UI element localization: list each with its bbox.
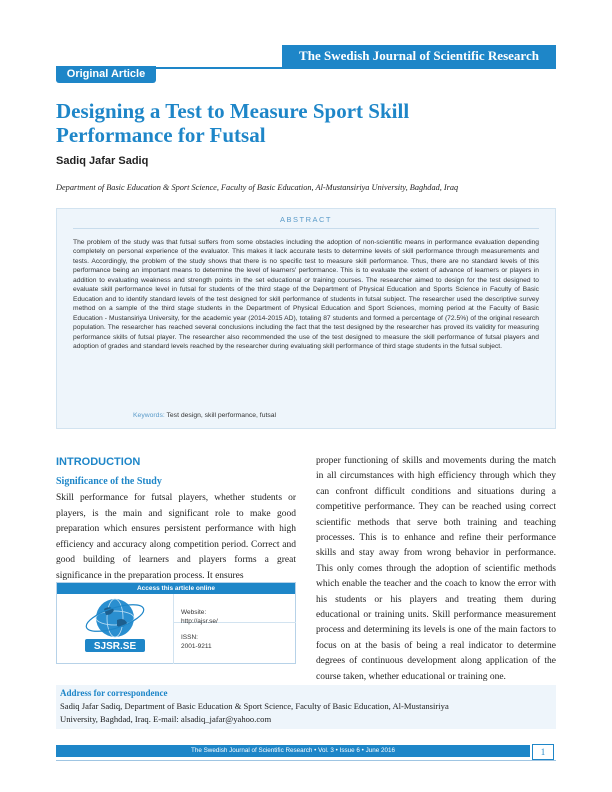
website-label: Website: bbox=[181, 609, 207, 616]
issn-value: 2001-9211 bbox=[181, 643, 212, 650]
journal-logo-globe-icon bbox=[77, 596, 153, 654]
access-online-box bbox=[56, 582, 296, 664]
article-type-badge: Original Article bbox=[56, 66, 156, 83]
keywords bbox=[133, 412, 276, 419]
correspondence-text bbox=[60, 700, 550, 726]
introduction-heading: INTRODUCTION bbox=[56, 456, 141, 468]
author-affiliation: Department of Basic Education & Sport Science, Faculty of Basic Education, Al-Mustansiriya University, Baghdad, Iraq bbox=[56, 183, 459, 192]
footer-rule bbox=[56, 760, 556, 761]
page-number: 1 bbox=[532, 744, 554, 760]
abstract-heading: ABSTRACT bbox=[279, 215, 332, 224]
title-line-1: Designing a Test to Measure Sport Skill bbox=[56, 99, 410, 123]
abstract-rule bbox=[73, 228, 539, 229]
keywords-list: Test design, skill performance, futsal bbox=[166, 412, 277, 419]
website-link[interactable]: http://ajsr.se/ bbox=[181, 618, 218, 625]
access-heading: Access this article online bbox=[57, 583, 295, 594]
correspondence-box bbox=[56, 685, 556, 729]
footer-journal-info: The Swedish Journal of Scientific Research • Vol. 3 • Issue 6 • June 2016 bbox=[56, 745, 530, 757]
issn-info bbox=[181, 633, 212, 651]
intro-paragraph-right: proper functioning of skills and movements during the match in all circumstances with high efficiency through which they can confront difficult conditions and situations during a competitive performance. They can be reached using correct scientific methods that serve both training and teaching processes. This is to enhance and refine their performance skills and stay away from wrong behavior in performance. This only comes through the adoption of scientific methods which enable the teacher and the coach to know the error with his students or his players and treating them during educational or training units. Skill performance measurement process and determining its levels is one of the main factors to focus on at the basis of being a real indicator to determine degrees of continuous development along application of the course taken, whether educational or training one. bbox=[316, 456, 556, 682]
article-title bbox=[56, 99, 536, 147]
title-line-2: Performance for Futsal bbox=[56, 123, 266, 147]
abstract-box bbox=[56, 208, 556, 429]
website-info bbox=[181, 608, 218, 626]
keywords-label: Keywords: bbox=[133, 412, 165, 419]
author-name: Sadiq Jafar Sadiq bbox=[56, 155, 149, 167]
correspondence-line-2: University, Baghdad, Iraq. E-mail: alsadiq_jafar@yahoo.com bbox=[60, 714, 272, 724]
access-divider-vertical bbox=[173, 594, 174, 664]
intro-paragraph-left: Skill performance for futsal players, whether students or players, is the main and significant role to make good preparation which ensures persistent performance with high efficiency and accuracy along competition period. Correct and good building of learners and players forms a great significance in the preparation process. It ensures bbox=[56, 493, 296, 581]
significance-heading: Significance of the Study bbox=[56, 476, 162, 487]
issn-label: ISSN: bbox=[181, 634, 198, 641]
correspondence-line-1: Sadiq Jafar Sadiq, Department of Basic Education & Sport Science, Faculty of Basic Education, Al-Mustansiriya bbox=[60, 701, 449, 711]
abstract-text: The problem of the study was that futsal suffers from some obstacles including the adoption of non-scientific means in performance evaluation depending completely on personal experience of the evaluator. This makes it lack accurate tests to determine levels of skill performance through measurements and tests. Accordingly, the problem of the study shows that there is no specific test to measure skill performance. Thus, there are no standard levels of this performance being an important means to determine the level of learners' performance. This is to evaluate the extent of advance of learners or players in addition to evaluating weakness and strength points in the set educational or training courses. The researcher aimed to design for the test designed to evaluate skill performance level in futsal for students of the third stage of the Department of Physical Education and Sports Science in Faculty of Basic Education and to identify standard levels of the test designed for skill performance of students in futsal subject. The researcher used the descriptive survey method on a sample of the third stage students in the Department of Physical Education and Sport Sciences, morning period at the Faculty of Basic Education - Mustansiriya University, for the academic year (2014-2015 AD), totaling 87 students and formed a percentage of (72.5%) of the original research population. The researcher has reached several conclusions including the fact that the test designed by the researcher has proved its validity for measuring performance skills of futsal player. The researcher also recommended the use of the test designed to measure the skill performance of futsal players and adoption of grades and standard levels reached by the researcher during evaluating skill performance of third stage students in the futsal subject. bbox=[73, 239, 539, 350]
logo-text: SJSR.SE bbox=[93, 641, 137, 652]
journal-banner: The Swedish Journal of Scientific Research bbox=[282, 45, 556, 67]
correspondence-heading: Address for correspondence bbox=[60, 688, 168, 698]
